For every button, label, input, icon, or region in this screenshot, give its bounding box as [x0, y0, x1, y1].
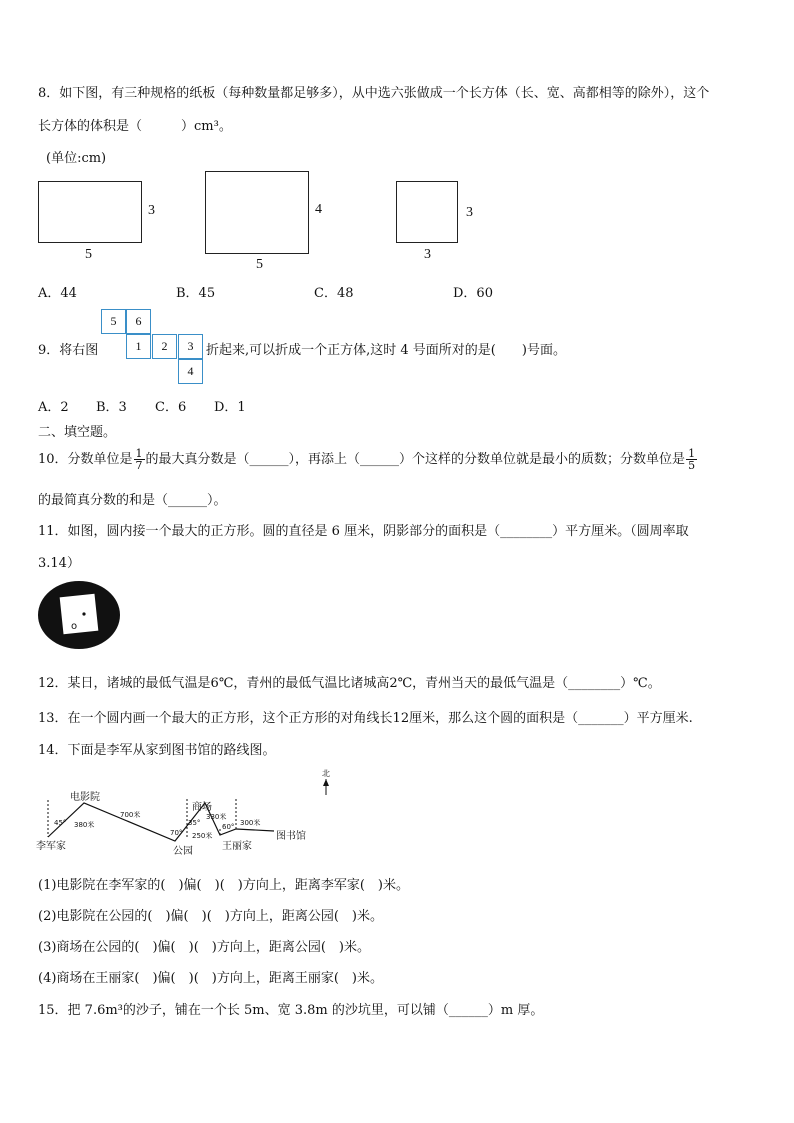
cinema-label: 电影院 — [70, 792, 100, 803]
board3-width-label: 3 — [424, 247, 431, 262]
q14-sub3: (3)商场在公园的( )偏( )( )方向上，距离公园( )米。 — [38, 940, 370, 955]
angle-park: 70° — [170, 829, 183, 837]
net-face-1: 1 — [126, 334, 151, 359]
q12-text: 12．某日，诸城的最低气温是6℃，青州的最低气温比诸城高2℃，青州当天的最低气温是（________）℃。 — [38, 676, 661, 691]
inscribed-square — [59, 593, 99, 635]
park-label: 公园 — [173, 846, 193, 857]
distance-380: 380米 — [74, 821, 95, 829]
q11-line1: 11．如图，圆内接一个最大的正方形。圆的直径是 6 厘米，阴影部分的面积是（________）平方厘米。（圆周率取 — [38, 524, 689, 539]
q8-unit-label: (单位:cm) — [46, 151, 107, 166]
q8-option-a: A．44 — [38, 286, 77, 301]
mall-label: 商场 — [192, 802, 212, 813]
q9-text-after: 折起来,可以折成一个正方体,这时 4 号面所对的是( )号面。 — [206, 343, 566, 358]
net-face-6: 6 — [126, 309, 151, 334]
route-map — [30, 765, 350, 865]
q9-option-b: B．3 — [96, 400, 127, 415]
board2-height-label: 4 — [315, 202, 322, 217]
q9-option-c: C．6 — [155, 400, 187, 415]
distance-700: 700米 — [120, 811, 141, 819]
q10-line1 — [38, 443, 698, 477]
q8-option-d: D．60 — [453, 286, 493, 301]
board-5x4 — [205, 171, 309, 254]
board-5x3 — [38, 181, 142, 243]
net-face-4: 4 — [178, 359, 203, 384]
net-face-2: 2 — [152, 334, 177, 359]
distance-330: 330米 — [206, 813, 227, 821]
angle-home: 45° — [54, 819, 67, 827]
net-face-5: 5 — [101, 309, 126, 334]
board1-height-label: 3 — [148, 203, 155, 218]
q14-sub1: (1)电影院在李军家的( )偏( )( )方向上，距离李军家( )米。 — [38, 878, 409, 893]
center-label: o — [71, 621, 78, 632]
board1-width-label: 5 — [85, 247, 92, 262]
q8-text-line2: 长方体的体积是（ ）cm³。 — [38, 119, 232, 134]
q14-sub2: (2)电影院在公园的( )偏( )( )方向上，距离公园( )米。 — [38, 909, 383, 924]
q15-text: 15．把 7.6m³的沙子，铺在一个长 5m、宽 3.8m 的沙坑里，可以铺（______）m 厚。 — [38, 1003, 544, 1018]
q10-fraction-1-5: $\frac{1}{5}$ — [688, 447, 696, 472]
center-dot — [82, 612, 85, 615]
q9-text-before: 9．将右图 — [38, 343, 99, 358]
board2-width-label: 5 — [256, 257, 263, 272]
board3-height-label: 3 — [466, 205, 473, 220]
home-label: 李军家 — [36, 841, 66, 852]
q10-part1: 10．分数单位是 — [38, 452, 133, 467]
library-label: 图书馆 — [276, 831, 306, 842]
q10-fraction-1-7: $\frac{1}{7}$ — [135, 447, 143, 472]
q9-option-a: A．2 — [38, 400, 69, 415]
q13-text: 13．在一个圆内画一个最大的正方形，这个正方形的对角线长12厘米，那么这个圆的面积是（_______）平方厘米. — [38, 711, 693, 726]
distance-250: 250米 — [192, 832, 213, 840]
q14-sub4: (4)商场在王丽家( )偏( )( )方向上，距离王丽家( )米。 — [38, 971, 383, 986]
net-face-3: 3 — [178, 334, 203, 359]
q14-title: 14．下面是李军从家到图书馆的路线图。 — [38, 743, 276, 758]
board-3x3 — [396, 181, 458, 243]
q11-line2: 3.14） — [38, 556, 80, 571]
north-arrowhead-icon — [323, 779, 329, 786]
circle-square-figure — [37, 580, 123, 650]
wang-home-label: 王丽家 — [222, 841, 252, 852]
q8-option-b: B．45 — [176, 286, 216, 301]
north-label: 北 — [322, 769, 330, 778]
distance-300: 300米 — [240, 819, 261, 827]
q8-text-line1: 8．如下图，有三种规格的纸板（每种数量都足够多），从中选六张做成一个长方体（长、宽、高都相等的除外），这个 — [38, 86, 710, 101]
section-heading: 二、填空题。 — [38, 425, 117, 440]
q10-part2: 的最大真分数是（______），再添上（______）个这样的分数单位就是最小的质数；分数单位是 — [145, 452, 686, 467]
angle-mall: 35° — [188, 819, 201, 827]
angle-wang: 60° — [222, 823, 235, 831]
q8-option-c: C．48 — [314, 286, 354, 301]
q10-line2: 的最简真分数的和是（______）。 — [38, 493, 227, 508]
q9-option-d: D．1 — [214, 400, 246, 415]
